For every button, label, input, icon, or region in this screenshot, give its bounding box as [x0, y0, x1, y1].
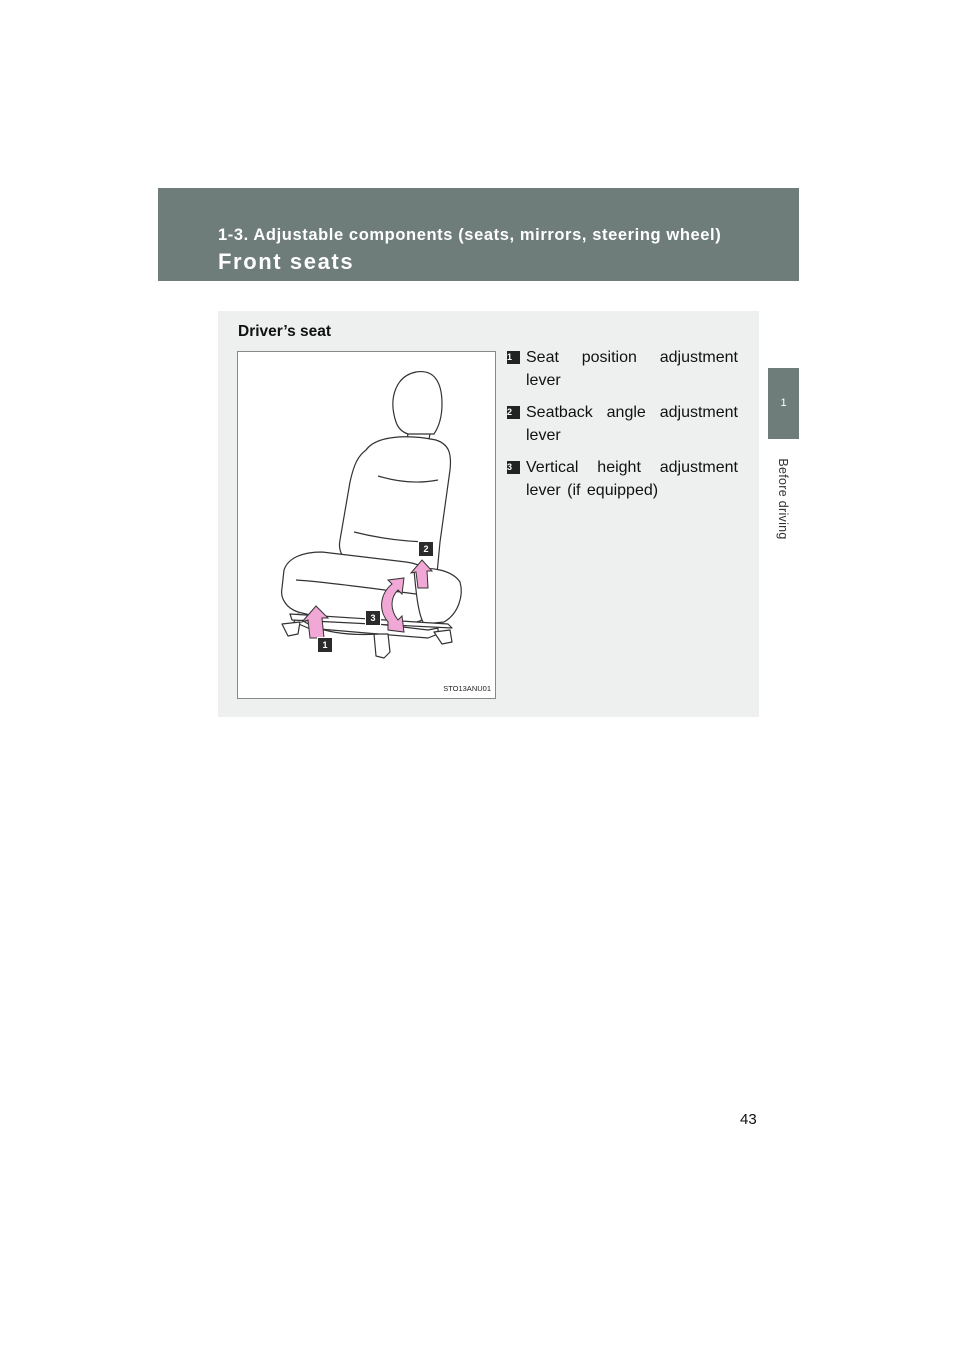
- item-text: Seat position adjustment lever: [526, 349, 738, 389]
- item-list: [507, 346, 738, 511]
- list-item: [507, 346, 738, 392]
- callout-badge-3: 3: [365, 610, 381, 626]
- item-number-badge: 2: [507, 406, 520, 419]
- page-number: 43: [740, 1111, 757, 1128]
- section-title: 1-3. Adjustable components (seats, mirrors, steering wheel): [218, 226, 722, 244]
- callout-badge-1: 1: [317, 637, 333, 653]
- item-text: Vertical height adjustment lever (if equipped): [526, 459, 738, 499]
- item-number-badge: 3: [507, 461, 520, 474]
- panel-heading: Driver’s seat: [238, 323, 332, 340]
- chapter-tab-number: 1: [780, 397, 787, 409]
- chapter-tab[interactable]: [768, 368, 799, 439]
- image-code: STO13ANU01: [443, 684, 491, 693]
- chapter-tab-label: Before driving: [776, 458, 790, 540]
- page-title: Front seats: [218, 249, 355, 274]
- callout-badge-2: 2: [418, 541, 434, 557]
- seat-illustration: [237, 351, 496, 699]
- seat-drawing: [238, 352, 495, 698]
- list-item: [507, 401, 738, 447]
- item-text: Seatback angle adjustment lever: [526, 404, 738, 444]
- item-number-badge: 1: [507, 351, 520, 364]
- list-item: [507, 456, 738, 502]
